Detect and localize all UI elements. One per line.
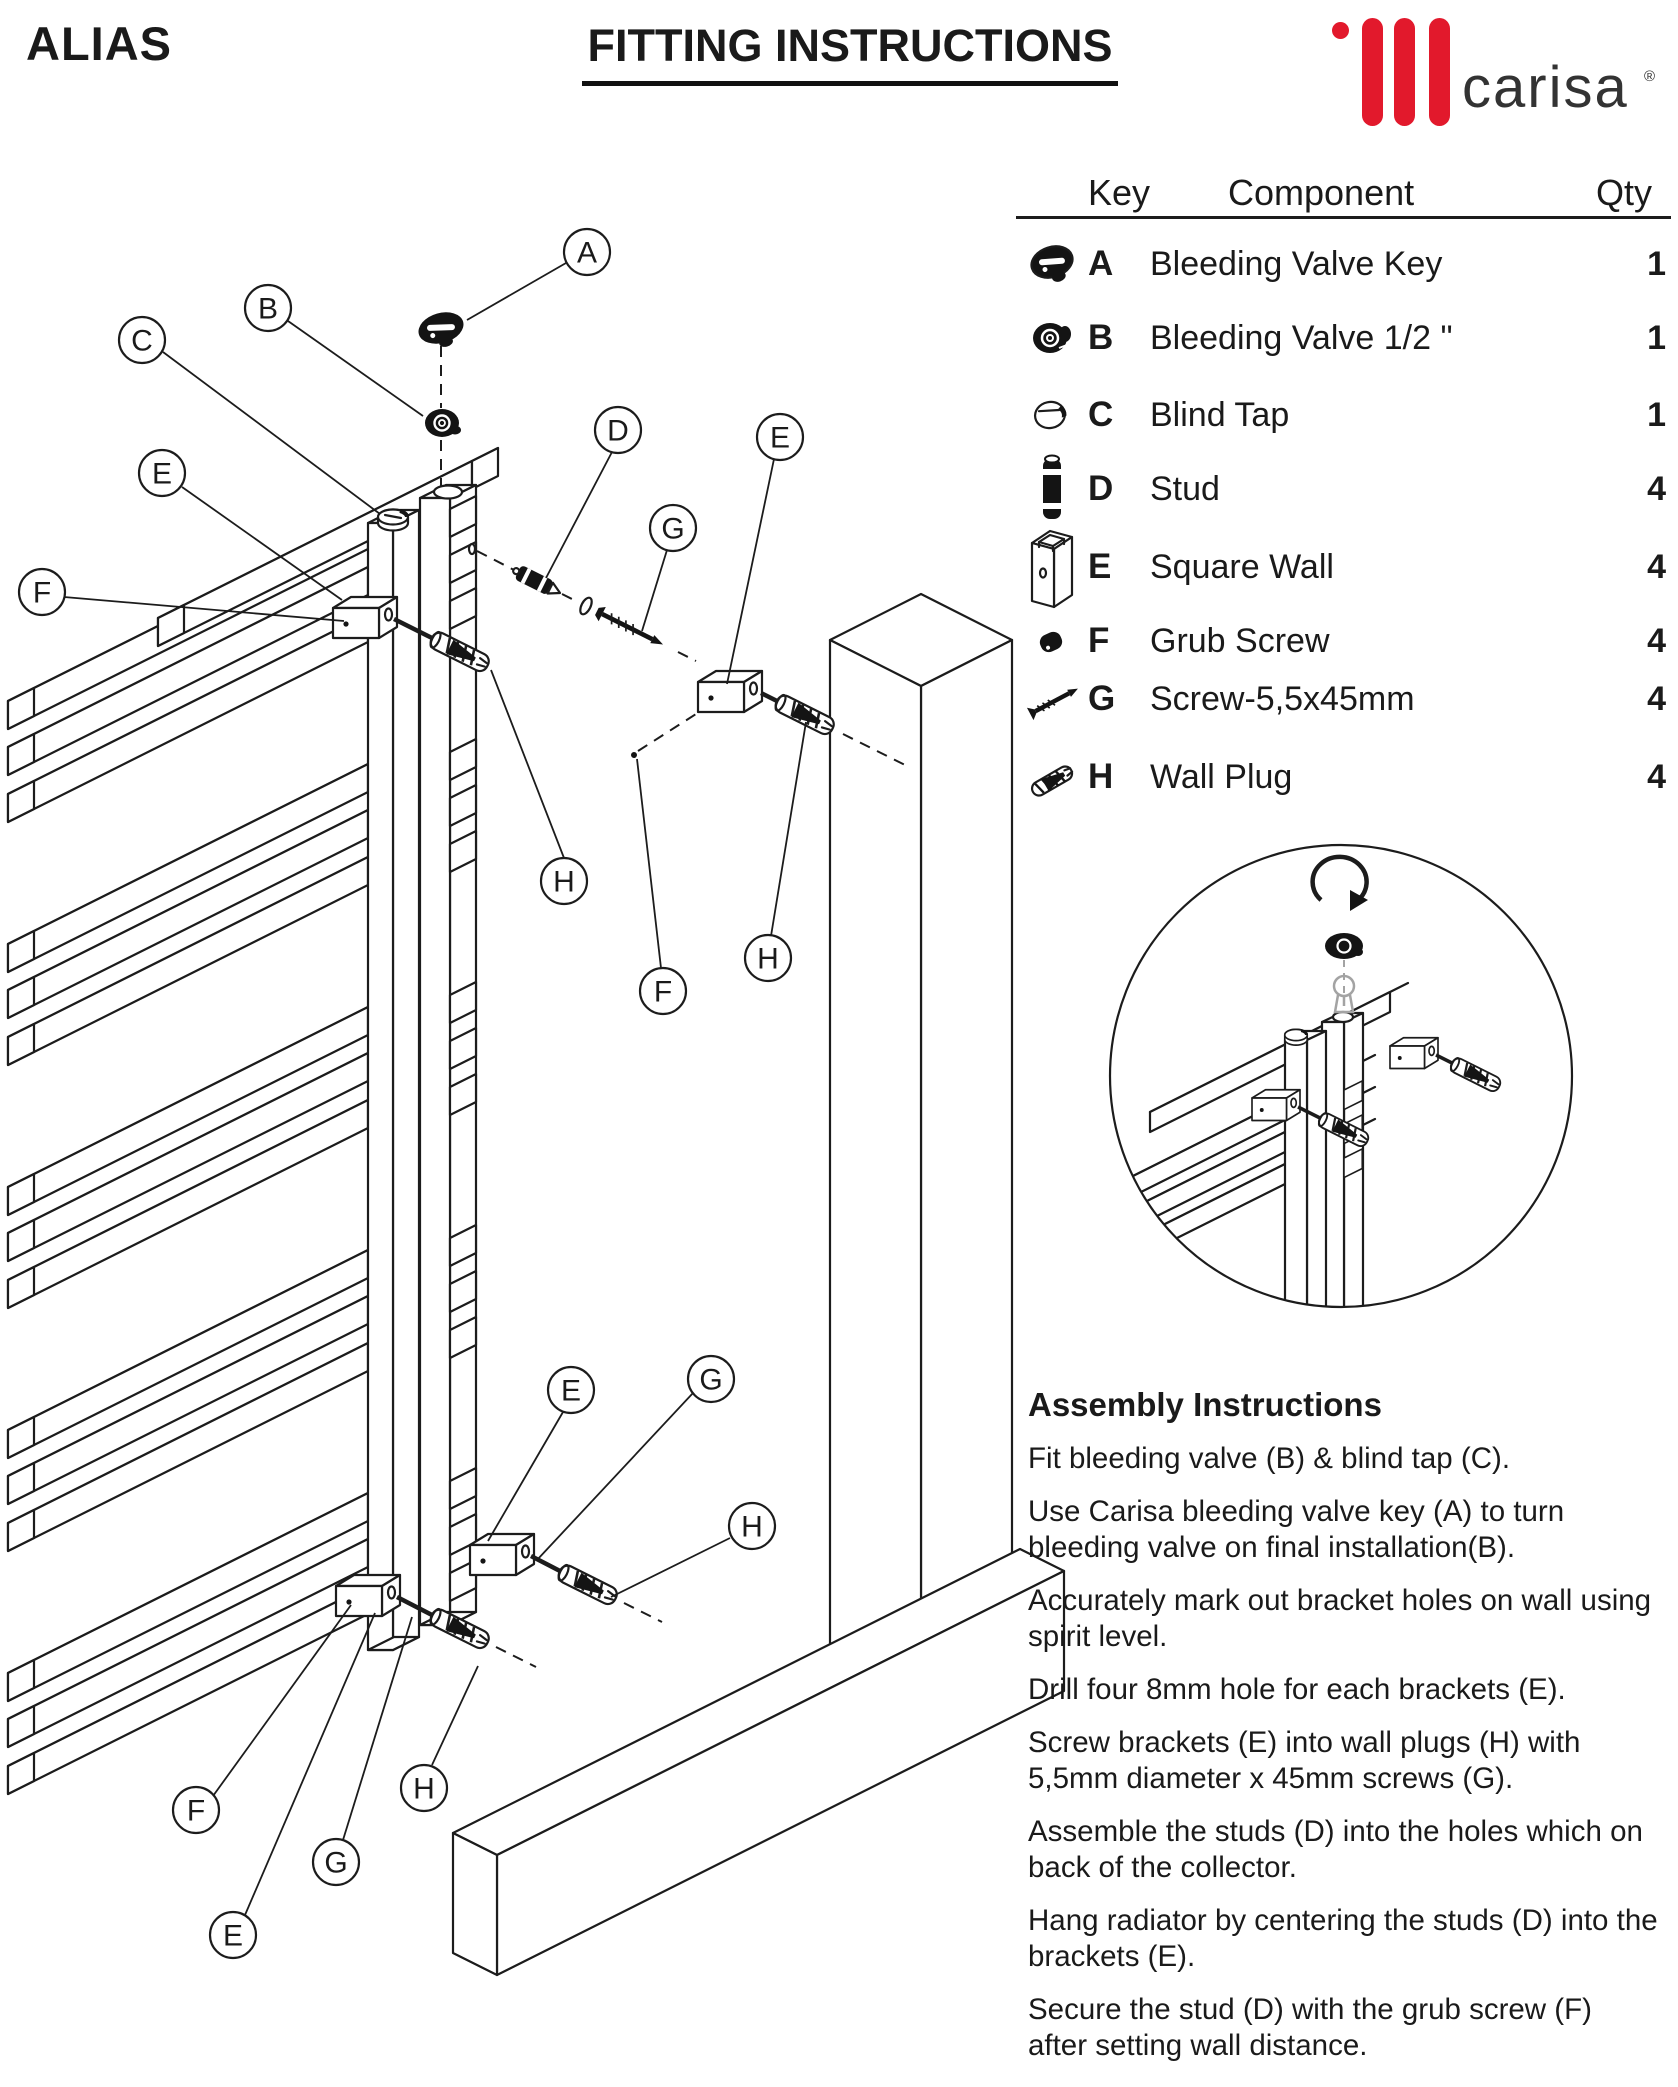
callout-g3 xyxy=(313,1839,359,1885)
instructions-title: Assembly Instructions xyxy=(1028,1386,1382,1423)
part-key: A xyxy=(1088,244,1114,283)
callout-c xyxy=(119,317,165,363)
inset-collectors xyxy=(1285,1012,1363,1320)
callout-e2 xyxy=(757,414,803,460)
logo-dot-icon xyxy=(1332,22,1349,39)
callout-h3 xyxy=(729,1503,775,1549)
carisa-logo xyxy=(1290,6,1676,134)
svg-text:A: A xyxy=(576,236,598,270)
callout-b xyxy=(245,285,291,331)
part-qty: 4 xyxy=(1647,621,1666,660)
part-qty: 4 xyxy=(1647,469,1666,508)
table-row xyxy=(1016,231,1666,297)
part-name: Bleeding Valve 1/2 " xyxy=(1150,318,1453,357)
part-name: Square Wall xyxy=(1150,547,1334,586)
part-key: B xyxy=(1088,318,1114,357)
svg-text:H: H xyxy=(757,942,779,976)
detail-inset xyxy=(1080,830,1605,1325)
instruction-step: Assemble the studs (D) into the holes which on back of the collector. xyxy=(1028,1815,1643,1884)
rotate-arrow-icon xyxy=(1313,857,1367,901)
callout-f1 xyxy=(19,569,65,615)
inset-bracket-right xyxy=(1390,1038,1503,1094)
svg-text:G: G xyxy=(699,1363,723,1397)
inset-ghost-key xyxy=(1334,976,1354,1012)
callout-g1 xyxy=(650,505,696,551)
instruction-step: Fit bleeding valve (B) & blind tap (C). xyxy=(1028,1442,1511,1475)
registered-mark: ® xyxy=(1644,68,1656,85)
svg-text:F: F xyxy=(32,576,52,610)
callout-d xyxy=(595,407,641,453)
logo-bar-icon xyxy=(1429,18,1450,126)
table-row xyxy=(1016,744,1666,810)
callout-h2 xyxy=(745,935,791,981)
bleeding-valve-part xyxy=(425,409,461,437)
callout-e4 xyxy=(210,1912,256,1958)
part-qty: 1 xyxy=(1647,244,1666,283)
logo-bar-icon xyxy=(1362,18,1383,126)
callout-f2 xyxy=(640,968,686,1014)
part-name: Grub Screw xyxy=(1150,621,1330,660)
part-key: C xyxy=(1088,395,1114,434)
instruction-step: Hang radiator by centering the studs (D) into the brackets (E). xyxy=(1028,1904,1658,1973)
part-key: F xyxy=(1088,621,1110,660)
blind-tap-part xyxy=(378,510,408,531)
instruction-step: Drill four 8mm hole for each brackets (E). xyxy=(1028,1673,1566,1706)
page-title-text: FITTING INSTRUCTIONS xyxy=(582,20,1119,86)
inset-valve xyxy=(1325,933,1363,959)
table-header-component: Component xyxy=(1228,172,1415,213)
callout-h1 xyxy=(541,858,587,904)
callout-a xyxy=(564,229,610,275)
instruction-step: Screw brackets (E) into wall plugs (H) with 5,5mm diameter x 45mm screws (G). xyxy=(1028,1726,1581,1795)
svg-text:G: G xyxy=(661,512,685,546)
part-key: G xyxy=(1088,679,1116,718)
part-key: E xyxy=(1088,547,1112,586)
part-qty: 4 xyxy=(1647,757,1666,796)
table-header-qty: Qty xyxy=(1596,172,1653,213)
svg-text:H: H xyxy=(741,1510,763,1544)
svg-text:E: E xyxy=(222,1919,244,1953)
svg-text:H: H xyxy=(553,865,575,899)
callout-f3 xyxy=(173,1787,219,1833)
part-qty: 1 xyxy=(1647,395,1666,434)
part-qty: 4 xyxy=(1647,547,1666,586)
part-name: Screw-5,5x45mm xyxy=(1150,679,1415,718)
svg-text:B: B xyxy=(257,292,279,326)
part-qty: 1 xyxy=(1647,318,1666,357)
table-row xyxy=(1016,456,1666,522)
part-name: Stud xyxy=(1150,469,1220,508)
bracket-lower-right xyxy=(470,1534,662,1622)
table-header-key: Key xyxy=(1088,172,1151,213)
table-row xyxy=(1016,382,1666,448)
brand-name: carisa xyxy=(1462,55,1629,120)
table-row xyxy=(1016,305,1666,371)
part-qty: 4 xyxy=(1647,679,1666,718)
callout-e3 xyxy=(548,1367,594,1413)
table-row xyxy=(1016,608,1666,674)
instruction-step: Accurately mark out bracket holes on wall using spirit level. xyxy=(1028,1584,1652,1653)
part-key: D xyxy=(1088,469,1114,508)
svg-text:D: D xyxy=(607,414,629,448)
svg-text:G: G xyxy=(324,1846,348,1880)
bleeding-valve-key-part xyxy=(415,307,469,353)
callout-g2 xyxy=(688,1356,734,1402)
table-row xyxy=(1016,534,1666,600)
svg-text:F: F xyxy=(653,975,673,1009)
svg-text:C: C xyxy=(131,324,153,358)
part-name: Blind Tap xyxy=(1150,395,1290,434)
svg-text:E: E xyxy=(560,1374,582,1408)
table-header-rule xyxy=(1016,216,1671,219)
svg-text:H: H xyxy=(413,1772,435,1806)
svg-text:F: F xyxy=(186,1794,206,1828)
instruction-step: Use Carisa bleeding valve key (A) to turn bleeding valve on final installation(B). xyxy=(1028,1495,1565,1564)
svg-text:E: E xyxy=(769,421,791,455)
part-name: Wall Plug xyxy=(1150,757,1293,796)
part-name: Bleeding Valve Key xyxy=(1150,244,1443,283)
svg-text:E: E xyxy=(151,457,173,491)
table-row xyxy=(1016,666,1666,732)
part-key: H xyxy=(1088,757,1114,796)
callout-h4 xyxy=(401,1765,447,1811)
assembly-instructions xyxy=(1028,1386,1658,2064)
logo-bar-icon xyxy=(1394,18,1415,126)
floor-beam xyxy=(453,1549,1064,1975)
callout-e1 xyxy=(139,450,185,496)
instruction-step: Secure the stud (D) with the grub screw (F) after setting wall distance. xyxy=(1028,1993,1592,2062)
wall-column xyxy=(830,594,1012,1694)
product-name: ALIAS xyxy=(26,17,172,70)
